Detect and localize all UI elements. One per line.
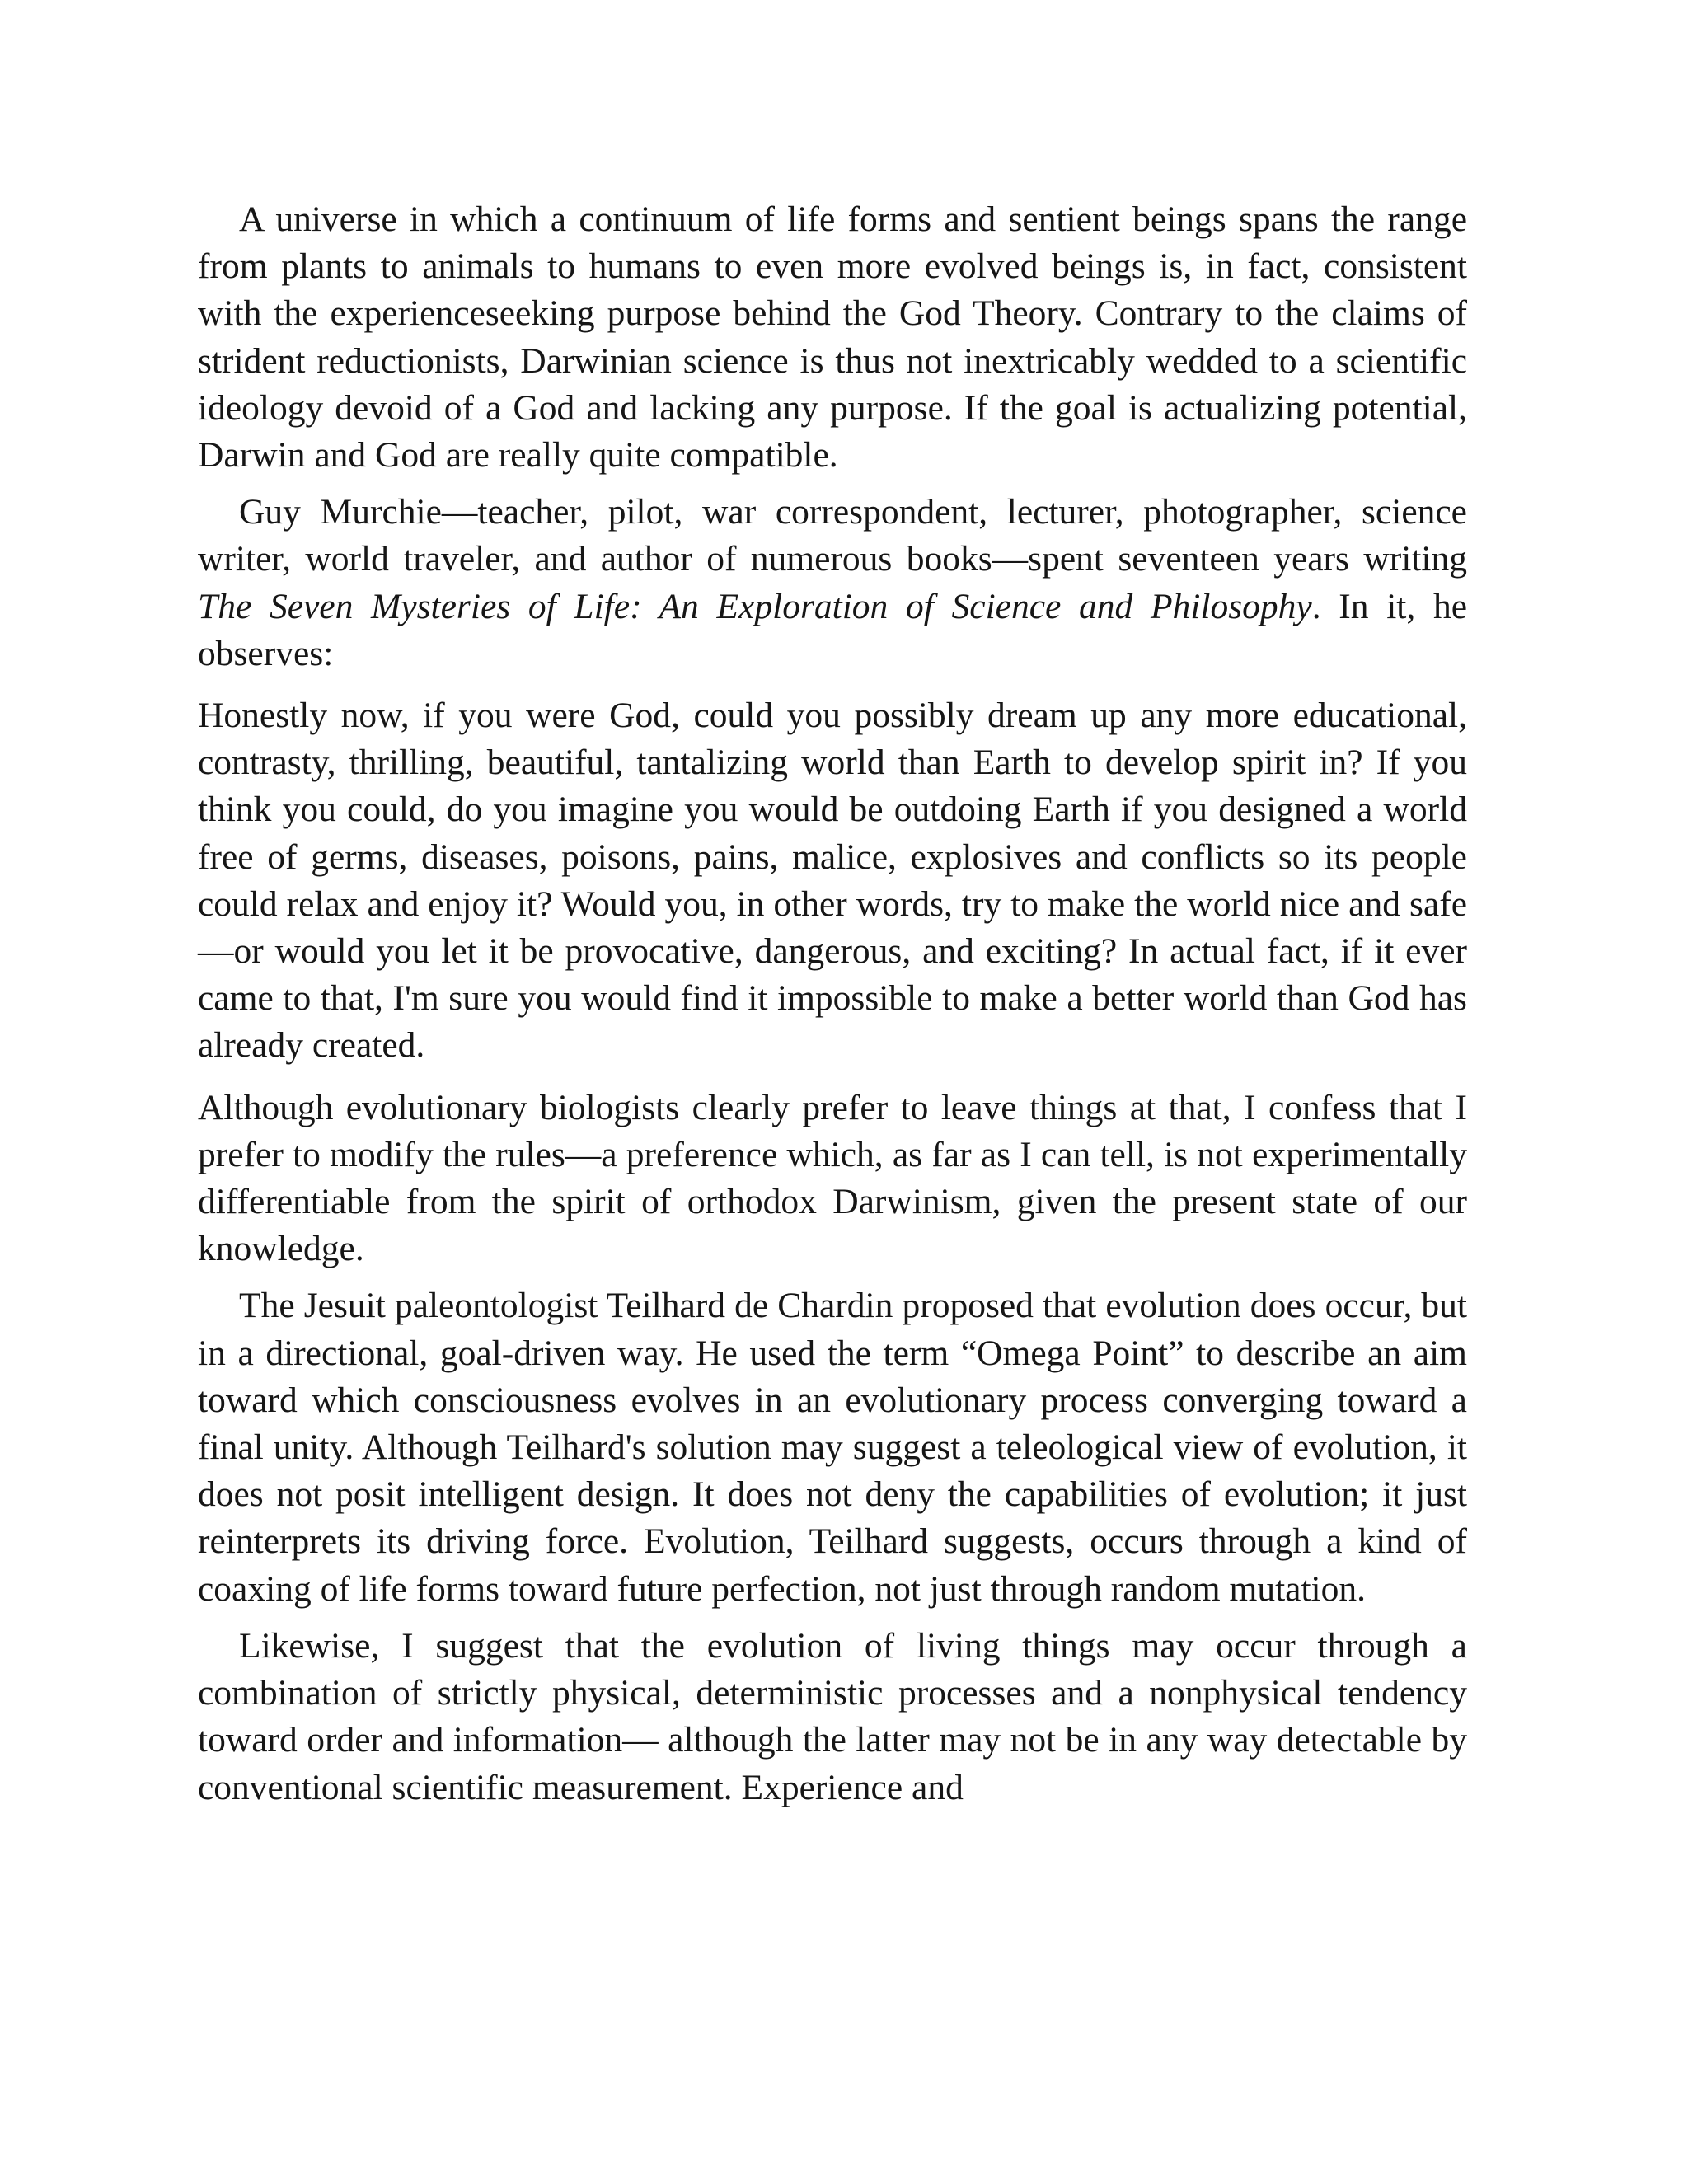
paragraph-teilhard: The Jesuit paleontologist Teilhard de Chardin proposed that evolution does occur, but in a directional, goal-driven way. He used the term “Omega Point” to describe an aim toward which consciousness evolves in an evolutionary process converging toward a final unity. Although Teilhard's solution may suggest a teleological view of evolution, it does not posit intelligent design. It does not deny the capabilities of evolution; it just reinterprets its driving force. Evolution, Teilhard suggests, occurs through a kind of coaxing of life forms toward future perfection, not just through random mutation.: [198, 1286, 1467, 1609]
paragraph-guy-murchie: [198, 489, 1467, 677]
paragraph-likewise: Likewise, I suggest that the evolution of living things may occur through a combination of strictly physical, deterministic processes and a nonphysical tendency toward order and information— although the latter may not be in any way detectable by conventional scientific measurement. Experience and: [198, 1625, 1467, 1807]
paragraph-guy-murchie-before: Guy Murchie—teacher, pilot, war correspondent, lecturer, photographer, science writer, world traveler, and author of numerous books—spent seventeen years writing: [198, 492, 1467, 579]
block-quote-murchie: Honestly now, if you were God, could you possibly dream up any more educational, contrasty, thrilling, beautiful, tantalizing world than Earth to develop spirit in? If you think you could, do you imagine you would be outdoing Earth if you designed a world free of germs, diseases, poisons, pains, malice, explosives and conflicts so its people could relax and enjoy it? Would you, in other words, try to make the world nice and safe—or would you let it be provocative, dangerous, and exciting? In actual fact, if it ever came to that, I'm sure you would find it impossible to make a better world than God has already created.: [198, 696, 1467, 1066]
paragraph-universe-continuum: A universe in which a continuum of life forms and sentient beings spans the range from plants to animals to humans to even more evolved beings is, in fact, consistent with the experienceseeking purpose behind the God Theory. Contrary to the claims of strident reductionists, Darwinian science is thus not inextricably wedded to a scientific ideology devoid of a God and lacking any purpose. If the goal is actualizing potential, Darwin and God are really quite compatible.: [198, 199, 1467, 476]
paragraph-guy-murchie-after: . In it, he observes:: [198, 586, 1467, 673]
book-title: The Seven Mysteries of Life: An Exploration of Science and Philosophy: [198, 586, 1312, 626]
paragraph-evolutionary-biologists: Although evolutionary biologists clearly prefer to leave things at that, I confess that I prefer to modify the rules—a preference which, as far as I can tell, is not experimentally differentiable from the spirit of orthodox Darwinism, given the present state of our knowledge.: [198, 1087, 1467, 1269]
page-body: [198, 196, 1467, 1811]
